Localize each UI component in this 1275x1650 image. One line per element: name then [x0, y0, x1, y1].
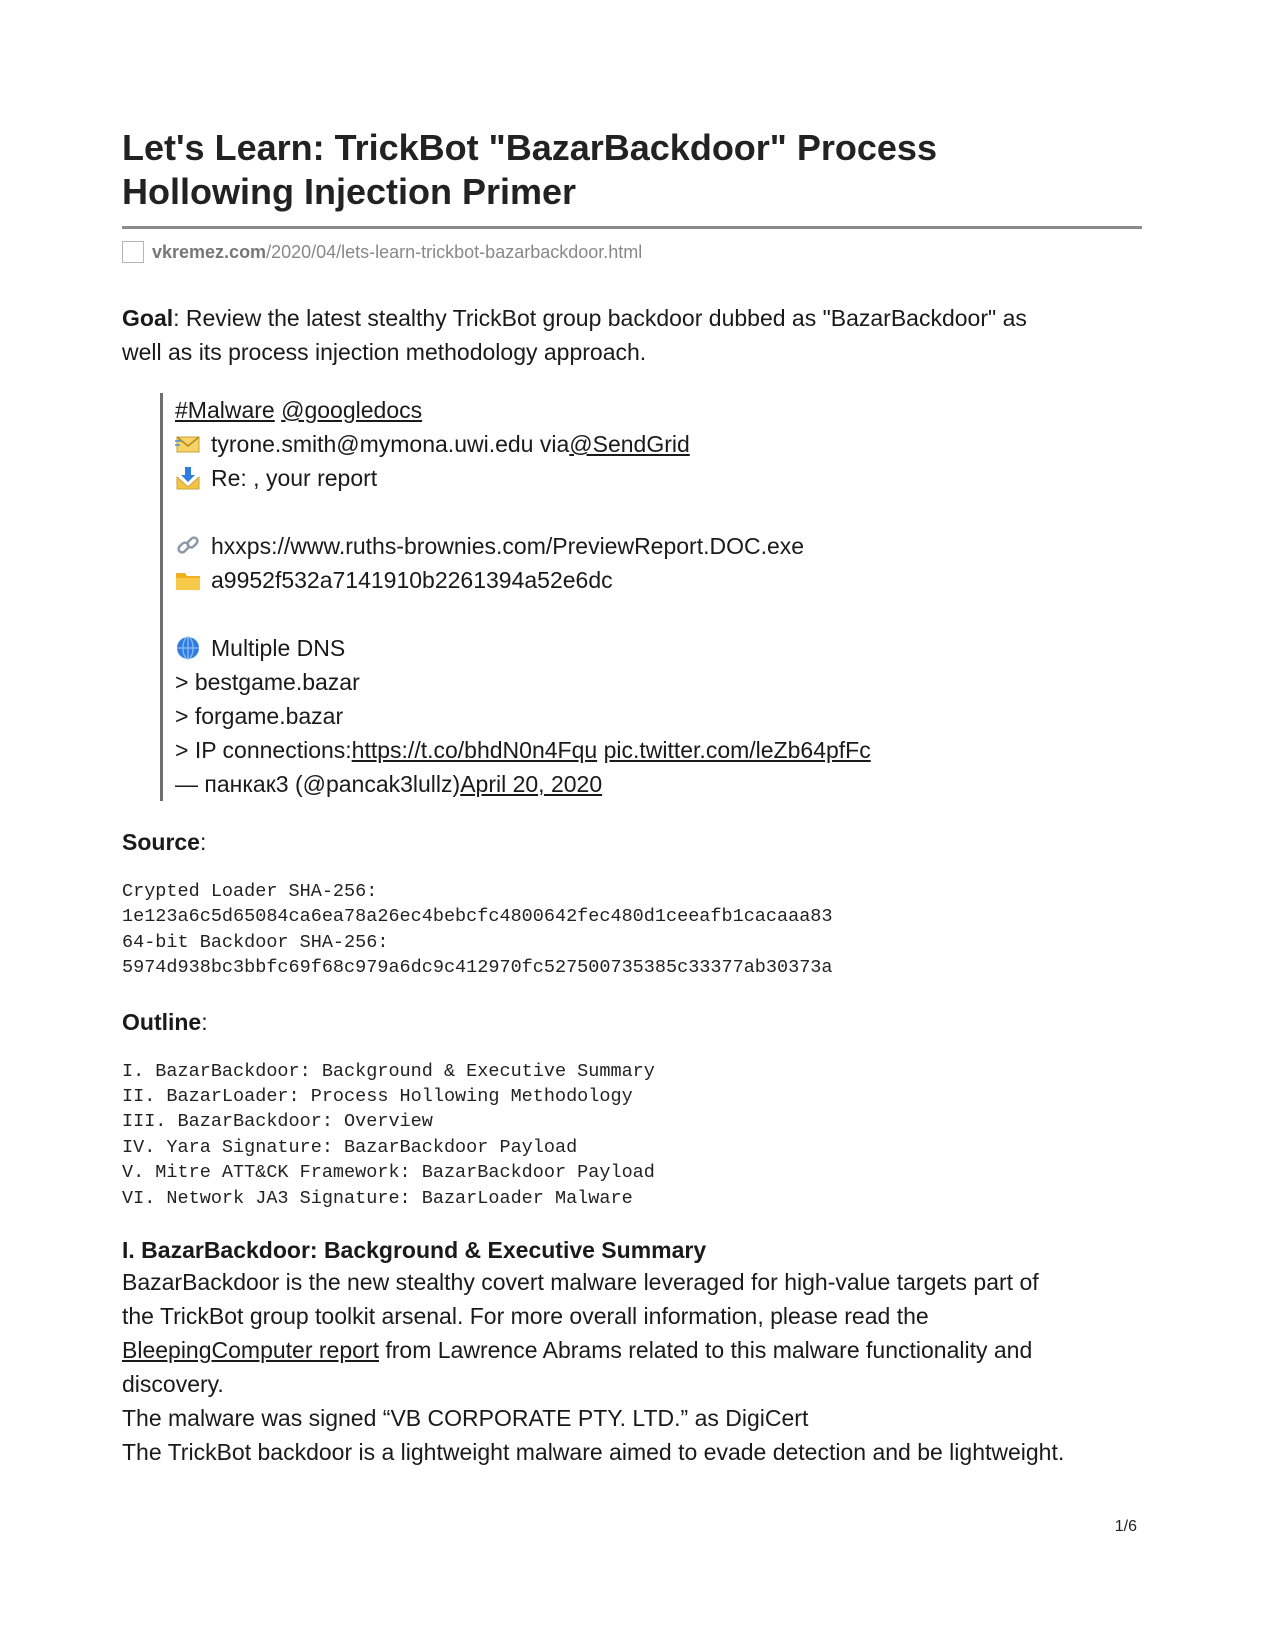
sendgrid-link[interactable]: @SendGrid [569, 431, 690, 457]
tweet-ip-label: > IP connections: [175, 737, 352, 763]
outline-item: IV. Yara Signature: BazarBackdoor Payload [122, 1136, 578, 1158]
source-line: 64-bit Backdoor SHA-256: [122, 931, 389, 953]
tweet-hash: a9952f532a7141910b2261394a52e6dc [211, 567, 613, 593]
section-1-line-4: discovery. [122, 1371, 224, 1398]
inbox-download-icon [175, 465, 201, 491]
goal-paragraph [122, 301, 1142, 369]
folder-icon [175, 567, 201, 593]
outline-item: V. Mitre ATT&CK Framework: BazarBackdoor Payload [122, 1162, 655, 1184]
outline-item: I. BazarBackdoor: Background & Executive Summary [122, 1060, 655, 1082]
page-title [122, 126, 1122, 214]
title-divider [122, 226, 1142, 229]
tweet-url: hxxps://www.ruths-brownies.com/PreviewReport.DOC.exe [211, 533, 805, 559]
outline-item: II. BazarLoader: Process Hollowing Methodology [122, 1086, 633, 1108]
outline-item: III. BazarBackdoor: Overview [122, 1111, 433, 1133]
section-1-line-5: The malware was signed “VB CORPORATE PTY. LTD.” as DigiCert [122, 1405, 809, 1432]
tweet-dns-1: > bestgame.bazar [175, 669, 360, 695]
tweet-ip-line [175, 733, 1142, 767]
outline-heading: Outline: [122, 1008, 208, 1035]
source-domain: vkremez.com [152, 241, 267, 262]
pic-twitter-link[interactable]: pic.twitter.com/leZb64pfFc [603, 737, 871, 763]
source-heading: Source: [122, 829, 207, 855]
tweet-sender-line [175, 427, 1142, 461]
envelope-icon [175, 431, 201, 457]
title-line-1: Let's Learn: TrickBot "BazarBackdoor" Process [122, 127, 937, 168]
source-url[interactable] [122, 239, 1142, 265]
source-line: 1e123a6c5d65084ca6ea78a26ec4bebcfc4800642fec480d1ceeafb1cacaaa83 [122, 906, 833, 928]
outline-label: Outline [122, 1008, 202, 1035]
section-1-line-6: The TrickBot backdoor is a lightweight malware aimed to evade detection and be lightweight. [122, 1439, 1065, 1466]
tweet-sender: tyrone.smith@mymona.uwi.edu via [211, 431, 570, 457]
outline-list [122, 1059, 1142, 1211]
tweet-dns-label: Multiple DNS [211, 635, 346, 661]
favicon-placeholder-icon [122, 241, 144, 263]
section-1-heading: I. BazarBackdoor: Background & Executive Summary [122, 1237, 707, 1264]
goal-text-2: well as its process injection methodology approach. [122, 339, 647, 365]
tweet-dns-line [175, 631, 1142, 665]
source-path: /2020/04/lets-learn-trickbot-bazarbackdoor.html [266, 241, 643, 262]
goal-label: Goal [122, 305, 174, 331]
tweet-tags-line [175, 393, 1142, 427]
tweet-dns-2: > forgame.bazar [175, 703, 344, 729]
section-1-line-3: from Lawrence Abrams related to this malware functionality and [378, 1337, 1033, 1364]
outline-item: VI. Network JA3 Signature: BazarLoader Malware [122, 1187, 633, 1209]
tweet-author-line [175, 767, 1142, 801]
mention-link[interactable]: @googledocs [281, 397, 423, 423]
link-icon [175, 533, 201, 559]
goal-text-1: : Review the latest stealthy TrickBot group backdoor dubbed as "BazarBackdoor" as [173, 305, 1027, 331]
source-label: Source [122, 829, 200, 855]
tweet-subject-line [175, 461, 1142, 495]
tweet-author: — панкак3 (@pancak3lullz) [175, 771, 461, 797]
page-number: 1/6 [1114, 1518, 1137, 1535]
source-line: Crypted Loader SHA-256: [122, 881, 378, 902]
source-hashes [122, 879, 1142, 981]
hashtag-link[interactable]: #Malware [175, 397, 275, 423]
article [122, 126, 1142, 1469]
tweet-url-line [175, 529, 1142, 563]
tweet-date-link[interactable]: April 20, 2020 [460, 771, 603, 797]
title-line-2: Hollowing Injection Primer [122, 171, 577, 212]
section-1-line-1: BazarBackdoor is the new stealthy covert malware leveraged for high-value targets part of [122, 1269, 1039, 1296]
source-line: 5974d938bc3bbfc69f68c979a6dc9c412970fc527500735385c33377ab30373a [122, 957, 833, 979]
tweet-subject: Re: , your report [211, 465, 378, 491]
section-1-body [122, 1265, 1142, 1469]
tco-link[interactable]: https://t.co/bhdN0n4Fqu [351, 737, 598, 763]
tweet-hash-line [175, 563, 1142, 597]
embedded-tweet [160, 393, 1142, 801]
section-1-line-2: the TrickBot group toolkit arsenal. For more overall information, please read the [122, 1303, 929, 1330]
globe-icon [175, 635, 201, 661]
bleepingcomputer-link[interactable]: BleepingComputer report [122, 1337, 379, 1364]
